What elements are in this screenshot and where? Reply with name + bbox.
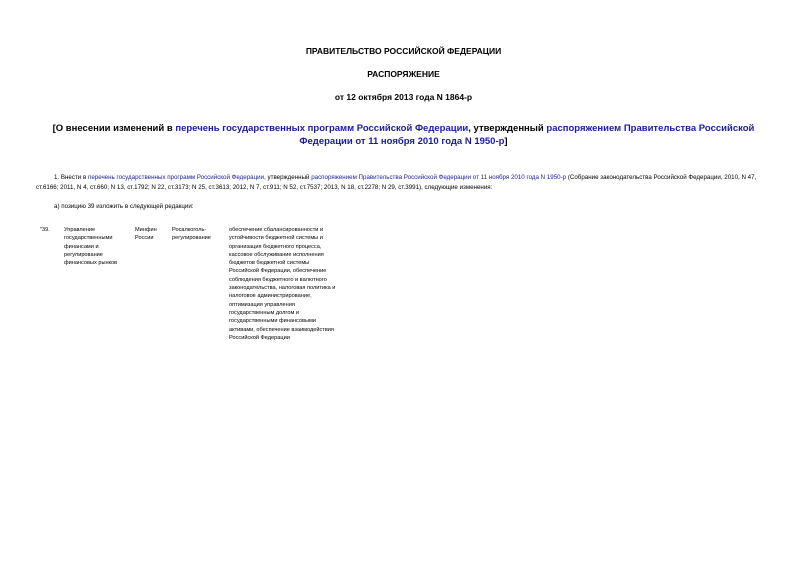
order-link[interactable]: распоряжением Правительства Российской Федерации от 11 ноября 2010 года N 1950-р	[299, 123, 755, 147]
heading-close: ]	[504, 136, 508, 147]
paragraph-order-link[interactable]: распоряжением Правительства Российской Федерации от 11 ноября 2010 года N 1950-р	[311, 174, 567, 181]
co-executor: Росалкоголь-регулирование	[172, 227, 211, 242]
heading-mid: , утвержденный	[468, 123, 547, 134]
heading-open: [О внесении изменений в	[52, 123, 176, 134]
document-date: от 12 октября 2013 года N 1864-р	[334, 92, 473, 102]
programs-list-link[interactable]: перечень государственных программ Российской Федерации	[175, 123, 469, 134]
paragraph-1-end: (Собрание законодательства Российской Федерации, 2010, N 47, ст.6166; 2011, N 4, ст.660; N 13, ст.1792; N 22, ст.3173; N 25, ст.3613; 2012, N 7, ст.911; N 52, ст.7537; 2013, N 18, ст.2278; N 29, ст.3991), следующие изменения:	[36, 174, 757, 191]
document-type: РАСПОРЯЖЕНИЕ	[367, 69, 440, 79]
paragraph-1-start: 1. Внести в	[54, 174, 88, 181]
responsible-executor: Минфин России	[135, 227, 157, 242]
document-heading	[30, 122, 777, 148]
paragraph-1-mid: , утвержденный	[264, 174, 312, 181]
paragraph-1	[36, 173, 772, 193]
program-goals: обеспечение сбалансированности и устойчивости бюджетной системы и организация бюджетного процесса, кассовое обслуживание исполнения бюджетов бюджетной системы Российской Федерации, обеспечение соблюдения бюджетного и валютного законодательства, налоговая политика и налоговое администрирование, оптимизация управления государственным долгом и государственными финансовыми активами, обеспечение взаимодействия Российской Федерации	[229, 227, 336, 341]
position-number: "39.	[40, 227, 50, 233]
subparagraph-a: а) позицию 39 изложить в следующей редакции:	[54, 203, 194, 210]
paragraph-programs-list-link[interactable]: перечень государственных программ Российской Федерации	[87, 174, 265, 181]
program-name: Управление государственными финансами и регулирование финансовых рынков	[64, 227, 118, 267]
government-title: ПРАВИТЕЛЬСТВО РОССИЙСКОЙ ФЕДЕРАЦИИ	[305, 46, 502, 56]
